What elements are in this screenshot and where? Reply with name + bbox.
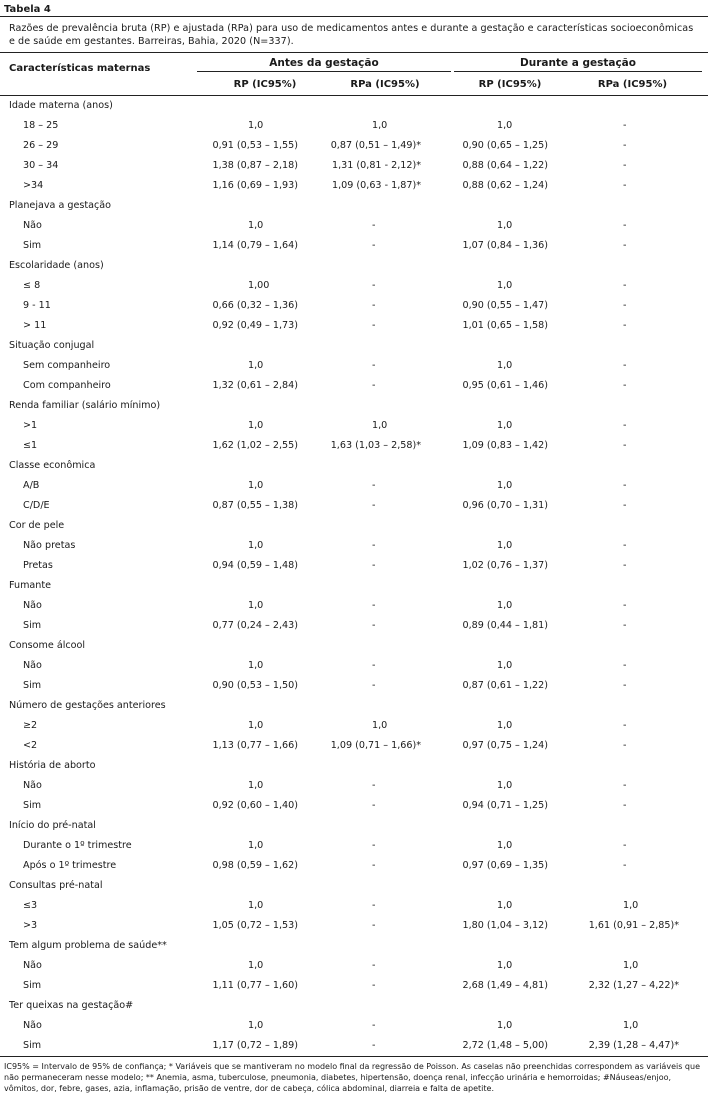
- cell-rp-before: 1,0: [248, 1020, 264, 1031]
- row-label: > 11: [23, 320, 47, 331]
- row-label: Não: [23, 1020, 42, 1031]
- cell-rpa-during: -: [623, 120, 627, 131]
- row-label: Sem companheiro: [23, 360, 111, 371]
- cell-rp-during: 2,68 (1,49 – 4,81): [462, 980, 548, 991]
- header-rp-during: RP (IC95%): [478, 79, 542, 90]
- cell-rp-before: 1,17 (0,72 – 1,89): [212, 1040, 298, 1051]
- row-label: C/D/E: [23, 500, 50, 511]
- row-label: 9 - 11: [23, 300, 51, 311]
- table-row: [0, 1016, 708, 1036]
- row-label: >34: [23, 180, 44, 191]
- table-footnote: IC95% = Intervalo de 95% de confiança; * Variáveis que se mantiveram no modelo final da regressão de Poisson. As caselas não preenchidas correspondem as variáveis que não permaneceram nesse modelo; ** Anemia, asma, tuberculose, pneumonia, diabetes, hipertensão, doença renal, infecção urinária e hemorroidas; #Náuseas/enjoo, vômitos, dor, febre, gases, azia, inflamação, prisão de ventre, dor de cabeça, cólica abdominal, diarreia e falta de apetite.: [0, 1056, 708, 1094]
- cell-rpa-before: -: [372, 660, 376, 671]
- row-label: A/B: [23, 480, 40, 491]
- cell-rp-during: 2,72 (1,48 – 5,00): [462, 1040, 548, 1051]
- cell-rpa-before: -: [372, 300, 376, 311]
- cell-rpa-before: -: [372, 500, 376, 511]
- table-row: [0, 616, 708, 636]
- table-row: [0, 236, 708, 256]
- row-label: <2: [23, 740, 38, 751]
- cell-rp-before: 1,16 (0,69 – 1,93): [212, 180, 298, 191]
- cell-rp-during: 0,90 (0,65 – 1,25): [462, 140, 548, 151]
- cell-rp-before: 1,0: [248, 360, 264, 371]
- row-label: ≤ 8: [23, 280, 41, 291]
- table-row: [0, 276, 708, 296]
- cell-rp-during: 1,0: [497, 540, 513, 551]
- cell-rp-during: 1,0: [497, 420, 513, 431]
- table-row: [0, 156, 708, 176]
- group-title: Ter queixas na gestação#: [9, 1000, 134, 1011]
- group-title: Idade materna (anos): [9, 100, 113, 111]
- cell-rpa-during: -: [623, 220, 627, 231]
- cell-rpa-before: -: [372, 380, 376, 391]
- group-row: [0, 876, 708, 896]
- group-title: Tem algum problema de saúde**: [9, 940, 167, 951]
- cell-rpa-before: -: [372, 980, 376, 991]
- table-row: [0, 896, 708, 916]
- cell-rp-before: 1,0: [248, 600, 264, 611]
- header-rpa-during: RPa (IC95%): [597, 79, 668, 90]
- cell-rp-during: 0,96 (0,70 – 1,31): [462, 500, 548, 511]
- cell-rp-before: 1,0: [248, 840, 264, 851]
- cell-rpa-before: -: [372, 320, 376, 331]
- table-row: [0, 556, 708, 576]
- cell-rpa-during: 2,32 (1,27 – 4,22)*: [588, 980, 679, 991]
- cell-rp-before: 0,66 (0,32 – 1,36): [212, 300, 298, 311]
- cell-rp-before: 1,14 (0,79 – 1,64): [212, 240, 298, 251]
- cell-rpa-before: -: [372, 220, 376, 231]
- cell-rp-during: 1,0: [497, 360, 513, 371]
- cell-rpa-during: -: [623, 800, 627, 811]
- cell-rp-before: 1,0: [248, 420, 264, 431]
- cell-rpa-before: -: [372, 360, 376, 371]
- cell-rp-during: 0,88 (0,64 – 1,22): [462, 160, 548, 171]
- cell-rp-before: 0,92 (0,60 – 1,40): [212, 800, 298, 811]
- row-label: Não: [23, 660, 42, 671]
- cell-rpa-during: -: [623, 140, 627, 151]
- cell-rp-before: 1,0: [248, 480, 264, 491]
- cell-rp-during: 0,97 (0,69 – 1,35): [462, 860, 548, 871]
- cell-rpa-before: -: [372, 600, 376, 611]
- cell-rpa-before: -: [372, 680, 376, 691]
- group-title: Cor de pele: [9, 520, 65, 531]
- cell-rpa-before: -: [372, 920, 376, 931]
- cell-rpa-during: -: [623, 740, 627, 751]
- cell-rpa-before: -: [372, 540, 376, 551]
- row-label: Sim: [23, 1040, 42, 1051]
- group-title: Situação conjugal: [9, 340, 95, 351]
- table-row: [0, 536, 708, 556]
- row-label: ≤3: [23, 900, 38, 911]
- cell-rp-during: 0,90 (0,55 – 1,47): [462, 300, 548, 311]
- cell-rpa-during: -: [623, 840, 627, 851]
- table-row: [0, 956, 708, 976]
- row-label: Não: [23, 960, 42, 971]
- table-row: [0, 676, 708, 696]
- group-title: Renda familiar (salário mínimo): [9, 400, 161, 411]
- row-label: Não pretas: [23, 540, 76, 551]
- cell-rpa-during: -: [623, 620, 627, 631]
- cell-rp-during: 1,0: [497, 600, 513, 611]
- cell-rpa-before: 1,0: [372, 720, 388, 731]
- cell-rpa-during: 1,0: [623, 1020, 639, 1031]
- cell-rpa-before: 1,0: [372, 420, 388, 431]
- table-row: [0, 796, 708, 816]
- table-row: [0, 1036, 708, 1056]
- row-label: Sim: [23, 980, 42, 991]
- cell-rpa-during: 1,0: [623, 960, 639, 971]
- row-label: 18 – 25: [23, 120, 59, 131]
- table-row: [0, 476, 708, 496]
- table-row: [0, 656, 708, 676]
- cell-rpa-before: -: [372, 800, 376, 811]
- cell-rp-before: 1,0: [248, 540, 264, 551]
- cell-rp-during: 0,89 (0,44 – 1,81): [462, 620, 548, 631]
- cell-rpa-before: -: [372, 280, 376, 291]
- cell-rpa-before: 1,63 (1,03 – 2,58)*: [330, 440, 421, 451]
- cell-rp-before: 0,90 (0,53 – 1,50): [212, 680, 298, 691]
- table-body: [0, 96, 708, 1056]
- row-label: Sim: [23, 620, 42, 631]
- cell-rpa-during: -: [623, 540, 627, 551]
- row-label: >1: [23, 420, 38, 431]
- cell-rp-before: 0,77 (0,24 – 2,43): [212, 620, 298, 631]
- cell-rp-during: 1,07 (0,84 – 1,36): [462, 240, 548, 251]
- cell-rpa-during: -: [623, 320, 627, 331]
- row-label: ≥2: [23, 720, 38, 731]
- group-row: [0, 96, 708, 116]
- cell-rp-before: 1,0: [248, 960, 264, 971]
- cell-rp-before: 1,05 (0,72 – 1,53): [212, 920, 298, 931]
- row-label: Sim: [23, 800, 42, 811]
- cell-rpa-before: -: [372, 860, 376, 871]
- group-row: [0, 936, 708, 956]
- cell-rp-during: 0,95 (0,61 – 1,46): [462, 380, 548, 391]
- cell-rpa-before: -: [372, 900, 376, 911]
- cell-rpa-during: -: [623, 280, 627, 291]
- group-title: Classe econômica: [9, 460, 96, 471]
- cell-rp-during: 1,0: [497, 660, 513, 671]
- group-title: Número de gestações anteriores: [9, 700, 166, 711]
- table-row: [0, 356, 708, 376]
- row-label: 26 – 29: [23, 140, 59, 151]
- cell-rpa-before: -: [372, 620, 376, 631]
- cell-rp-before: 1,00: [248, 280, 270, 291]
- table-label: Tabela 4: [0, 0, 708, 17]
- cell-rp-before: 1,0: [248, 900, 264, 911]
- cell-rpa-before: 1,31 (0,81 - 2,12)*: [332, 160, 421, 171]
- header-group-before: Antes da gestação: [197, 57, 451, 72]
- cell-rpa-before: -: [372, 780, 376, 791]
- cell-rpa-during: -: [623, 180, 627, 191]
- cell-rpa-during: -: [623, 500, 627, 511]
- cell-rp-during: 1,09 (0,83 – 1,42): [462, 440, 548, 451]
- group-title: Início do pré-natal: [9, 820, 96, 831]
- cell-rpa-before: -: [372, 1020, 376, 1031]
- cell-rpa-during: -: [623, 160, 627, 171]
- cell-rp-during: 1,0: [497, 220, 513, 231]
- header-rpa-before: RPa (IC95%): [350, 79, 420, 90]
- cell-rp-during: 1,0: [497, 720, 513, 731]
- group-row: [0, 816, 708, 836]
- row-label: Não: [23, 600, 42, 611]
- group-row: [0, 696, 708, 716]
- cell-rp-during: 1,0: [497, 120, 513, 131]
- table-row: [0, 416, 708, 436]
- cell-rpa-during: -: [623, 420, 627, 431]
- cell-rp-during: 1,0: [497, 840, 513, 851]
- cell-rp-during: 1,80 (1,04 – 3,12): [462, 920, 548, 931]
- cell-rp-before: 0,98 (0,59 – 1,62): [212, 860, 298, 871]
- cell-rpa-during: -: [623, 240, 627, 251]
- table-row: [0, 436, 708, 456]
- cell-rp-during: 1,0: [497, 960, 513, 971]
- table-row: [0, 856, 708, 876]
- header-characteristics: Características maternas: [9, 63, 151, 74]
- group-row: [0, 636, 708, 656]
- table-row: [0, 716, 708, 736]
- table-row: [0, 776, 708, 796]
- table-row: [0, 316, 708, 336]
- cell-rpa-during: -: [623, 300, 627, 311]
- cell-rpa-during: -: [623, 560, 627, 571]
- cell-rpa-during: -: [623, 360, 627, 371]
- row-label: Após o 1º trimestre: [23, 860, 117, 871]
- table-row: [0, 736, 708, 756]
- group-row: [0, 256, 708, 276]
- cell-rpa-during: 2,39 (1,28 – 4,47)*: [588, 1040, 679, 1051]
- cell-rpa-during: -: [623, 780, 627, 791]
- cell-rp-before: 1,62 (1,02 – 2,55): [212, 440, 298, 451]
- table-row: [0, 176, 708, 196]
- cell-rpa-before: 1,0: [372, 120, 388, 131]
- cell-rp-before: 1,13 (0,77 – 1,66): [212, 740, 298, 751]
- group-row: [0, 336, 708, 356]
- cell-rpa-during: -: [623, 860, 627, 871]
- cell-rp-during: 0,97 (0,75 – 1,24): [462, 740, 548, 751]
- cell-rp-before: 1,32 (0,61 – 2,84): [212, 380, 298, 391]
- row-label: >3: [23, 920, 38, 931]
- cell-rp-during: 1,0: [497, 280, 513, 291]
- group-title: Consome álcool: [9, 640, 86, 651]
- cell-rpa-during: -: [623, 680, 627, 691]
- table-row: [0, 296, 708, 316]
- cell-rpa-before: 1,09 (0,63 - 1,87)*: [332, 180, 421, 191]
- cell-rpa-before: -: [372, 960, 376, 971]
- cell-rp-before: 1,0: [248, 720, 264, 731]
- cell-rp-during: 1,0: [497, 1020, 513, 1031]
- table-row: [0, 916, 708, 936]
- group-row: [0, 456, 708, 476]
- row-label: Durante o 1º trimestre: [23, 840, 132, 851]
- cell-rpa-during: -: [623, 600, 627, 611]
- cell-rp-before: 1,0: [248, 780, 264, 791]
- group-title: Fumante: [9, 580, 52, 591]
- cell-rpa-before: -: [372, 840, 376, 851]
- group-title: Planejava a gestação: [9, 200, 112, 211]
- group-row: [0, 576, 708, 596]
- cell-rpa-during: -: [623, 480, 627, 491]
- group-row: [0, 396, 708, 416]
- row-label: Pretas: [23, 560, 53, 571]
- cell-rp-during: 0,88 (0,62 – 1,24): [462, 180, 548, 191]
- cell-rp-during: 1,0: [497, 900, 513, 911]
- cell-rp-during: 1,0: [497, 780, 513, 791]
- table-row: [0, 136, 708, 156]
- cell-rp-before: 1,11 (0,77 – 1,60): [212, 980, 298, 991]
- group-title: Escolaridade (anos): [9, 260, 104, 271]
- cell-rpa-before: -: [372, 480, 376, 491]
- cell-rpa-during: 1,0: [623, 900, 639, 911]
- table-header: [0, 52, 708, 96]
- cell-rp-during: 1,01 (0,65 – 1,58): [462, 320, 548, 331]
- row-label: Sim: [23, 240, 42, 251]
- cell-rpa-before: 0,87 (0,51 – 1,49)*: [330, 140, 421, 151]
- cell-rp-during: 1,0: [497, 480, 513, 491]
- row-label: Com companheiro: [23, 380, 111, 391]
- group-row: [0, 196, 708, 216]
- cell-rp-before: 0,94 (0,59 – 1,48): [212, 560, 298, 571]
- cell-rp-before: 0,87 (0,55 – 1,38): [212, 500, 298, 511]
- table-row: [0, 976, 708, 996]
- row-label: Não: [23, 780, 42, 791]
- group-row: [0, 516, 708, 536]
- table-row: [0, 116, 708, 136]
- cell-rp-during: 0,87 (0,61 – 1,22): [462, 680, 548, 691]
- cell-rpa-before: -: [372, 1040, 376, 1051]
- header-group-during: Durante a gestação: [454, 57, 702, 72]
- table-row: [0, 596, 708, 616]
- cell-rpa-before: -: [372, 240, 376, 251]
- table-row: [0, 496, 708, 516]
- cell-rp-before: 1,0: [248, 660, 264, 671]
- table-row: [0, 216, 708, 236]
- group-row: [0, 996, 708, 1016]
- cell-rpa-during: -: [623, 380, 627, 391]
- cell-rp-before: 1,38 (0,87 – 2,18): [212, 160, 298, 171]
- cell-rpa-during: 1,61 (0,91 – 2,85)*: [588, 920, 679, 931]
- cell-rpa-before: 1,09 (0,71 – 1,66)*: [330, 740, 421, 751]
- row-label: Sim: [23, 680, 42, 691]
- row-label: Não: [23, 220, 42, 231]
- row-label: ≤1: [23, 440, 38, 451]
- cell-rpa-before: -: [372, 560, 376, 571]
- cell-rp-before: 1,0: [248, 120, 264, 131]
- group-title: História de aborto: [9, 760, 96, 771]
- cell-rp-before: 0,91 (0,53 – 1,55): [212, 140, 298, 151]
- group-title: Consultas pré-natal: [9, 880, 103, 891]
- cell-rp-before: 0,92 (0,49 – 1,73): [212, 320, 298, 331]
- row-label: 30 – 34: [23, 160, 59, 171]
- header-rp-before: RP (IC95%): [233, 79, 297, 90]
- table-row: [0, 376, 708, 396]
- cell-rpa-during: -: [623, 440, 627, 451]
- table-row: [0, 836, 708, 856]
- cell-rpa-during: -: [623, 660, 627, 671]
- table-caption: Razões de prevalência bruta (RP) e ajustada (RPa) para uso de medicamentos antes e durante a gestação e características socioeconômicas e de saúde em gestantes. Barreiras, Bahia, 2020 (N=337).: [9, 23, 694, 47]
- cell-rp-during: 1,02 (0,76 – 1,37): [462, 560, 548, 571]
- cell-rpa-during: -: [623, 720, 627, 731]
- cell-rp-during: 0,94 (0,71 – 1,25): [462, 800, 548, 811]
- group-row: [0, 756, 708, 776]
- cell-rp-before: 1,0: [248, 220, 264, 231]
